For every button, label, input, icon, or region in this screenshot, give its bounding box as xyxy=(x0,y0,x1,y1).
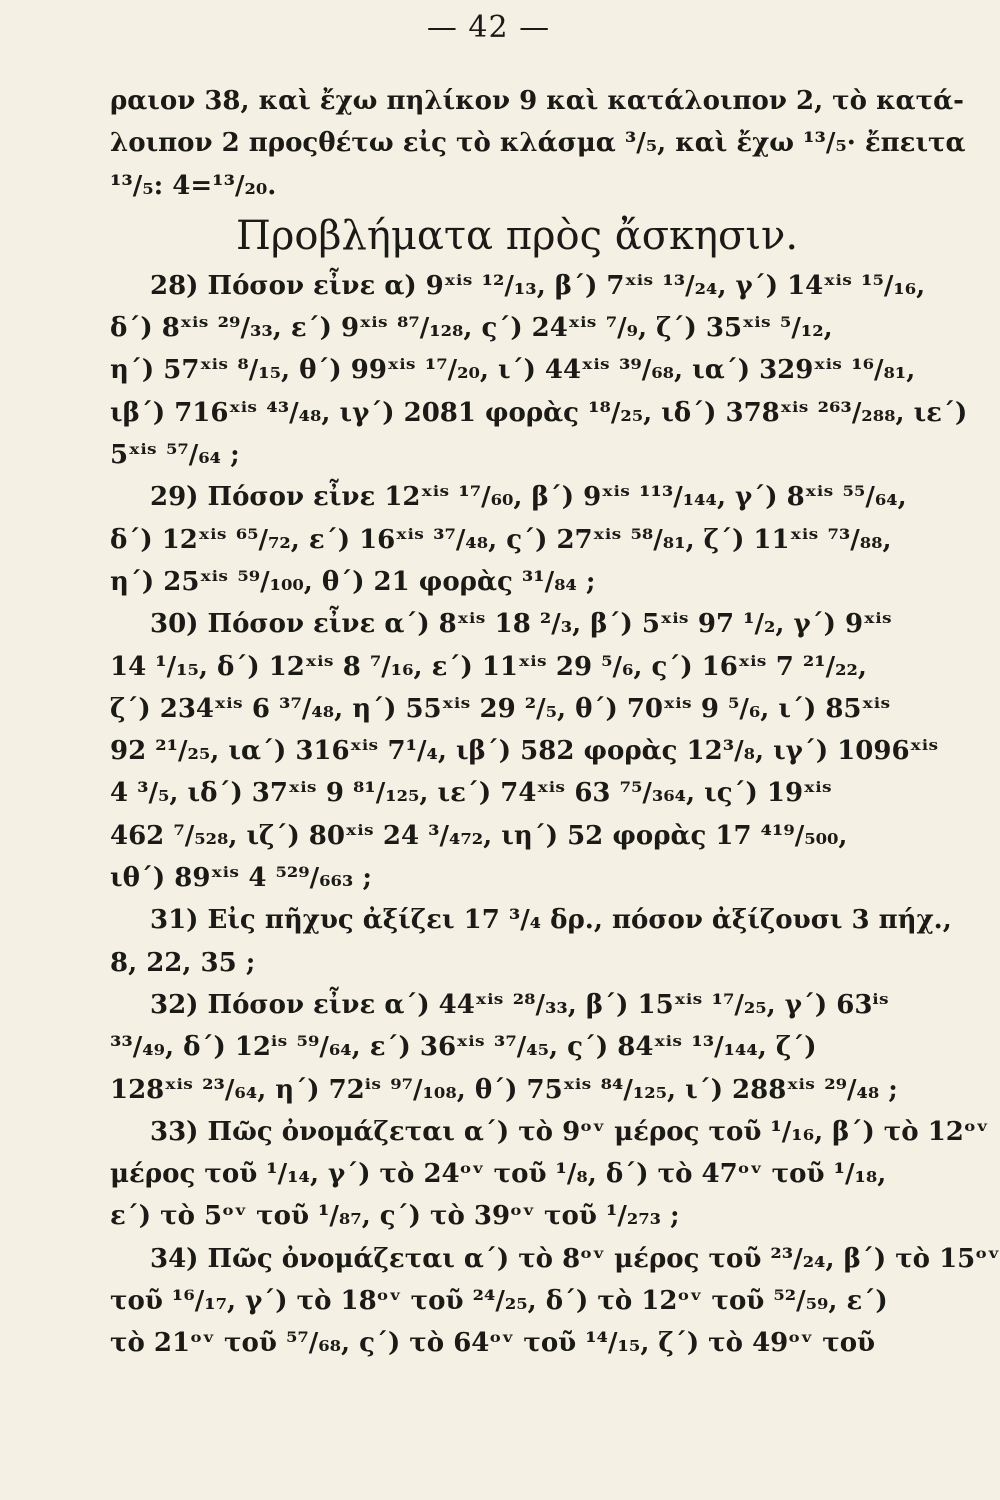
text-line: 128ˣⁱˢ ²³/₆₄, η΄) 72ⁱˢ ⁹⁷/₁₀₈, θ΄) 75ˣⁱˢ ⁸⁴/₁₂₅, ι΄) 288ˣⁱˢ ²⁹/₄₈ ; xyxy=(110,1074,898,1105)
text-line: ε΄) τὸ 5ᵒᵛ τοῦ ¹/₈₇, ς΄) τὸ 39ᵒᵛ τοῦ ¹/₂₇₃ ; xyxy=(110,1201,680,1232)
text-line: 462 ⁷/₅₂₈, ιζ΄) 80ˣⁱˢ 24 ³/₄₇₂, ιη΄) 52 φορὰς 17 ⁴¹⁹/₅₀₀, xyxy=(110,820,848,851)
text-line: ³³/₄₉, δ΄) 12ⁱˢ ⁵⁹/₆₄, ε΄) 36ˣⁱˢ ³⁷/₄₅, ς΄) 84ˣⁱˢ ¹³/₁₄₄, ζ΄) xyxy=(110,1032,817,1063)
text-line: ραιον 38, καὶ ἔχω πηλίκον 9 καὶ κατάλοιπον 2, τὸ κατά- xyxy=(110,86,964,116)
text-line: 8, 22, 35 ; xyxy=(110,947,256,978)
page-body xyxy=(110,80,1000,1365)
page-number: — 42 — xyxy=(426,10,551,45)
text-line: 92 ²¹/₂₅, ια΄) 316ˣⁱˢ 7¹/₄, ιβ΄) 582 φορὰς 12³/₈, ιγ΄) 1096ˣⁱˢ xyxy=(110,736,939,767)
text-line: τὸ 21ᵒᵛ τοῦ ⁵⁷/₆₈, ς΄) τὸ 64ᵒᵛ τοῦ ¹⁴/₁₅, ζ΄) τὸ 49ᵒᵛ τοῦ xyxy=(110,1328,876,1359)
problem-31: 31) Εἰς πῆχυς ἀξίζει 17 ³/₄ δρ., πόσον ἀξίζουσι 3 πήχ., xyxy=(150,905,952,936)
text-line: 5ˣⁱˢ ⁵⁷/₆₄ ; xyxy=(110,440,240,471)
text-line: τοῦ ¹⁶/₁₇, γ΄) τὸ 18ᵒᵛ τοῦ ²⁴/₂₅, δ΄) τὸ 12ᵒᵛ τοῦ ⁵²/₅₉, ε΄) xyxy=(110,1286,888,1317)
text-line: μέρος τοῦ ¹/₁₄, γ΄) τὸ 24ᵒᵛ τοῦ ¹/₈, δ΄) τὸ 47ᵒᵛ τοῦ ¹/₁₈, xyxy=(110,1159,887,1190)
problem-32: 32) Πόσον εἶνε α΄) 44ˣⁱˢ ²⁸/₃₃, β΄) 15ˣⁱˢ ¹⁷/₂₅, γ΄) 63ⁱˢ xyxy=(150,989,889,1020)
text-line: ιβ΄) 716ˣⁱˢ ⁴³/₄₈, ιγ΄) 2081 φορὰς ¹⁸/₂₅, ιδ΄) 378ˣⁱˢ ²⁶³/₂₈₈, ιε΄) xyxy=(110,397,968,428)
problem-29: 29) Πόσον εἶνε 12ˣⁱˢ ¹⁷/₆₀, β΄) 9ˣⁱˢ ¹¹³/₁₄₄, γ΄) 8ˣⁱˢ ⁵⁵/₆₄, xyxy=(150,482,907,513)
text-line: λοιπον 2 προςθέτω εἰς τὸ κλάσμα ³/₅, καὶ ἔχω ¹³/₅· ἔπειτα xyxy=(110,128,966,159)
text-line: η΄) 25ˣⁱˢ ⁵⁹/₁₀₀, θ΄) 21 φορὰς ³¹/₈₄ ; xyxy=(110,566,596,597)
text-line: ιθ΄) 89ˣⁱˢ 4 ⁵²⁹/₆₆₃ ; xyxy=(110,863,372,894)
text-line: δ΄) 12ˣⁱˢ ⁶⁵/₇₂, ε΄) 16ˣⁱˢ ³⁷/₄₈, ς΄) 27ˣⁱˢ ⁵⁸/₈₁, ζ΄) 11ˣⁱˢ ⁷³/₈₈, xyxy=(110,524,892,555)
text-line: ζ΄) 234ˣⁱˢ 6 ³⁷/₄₈, η΄) 55ˣⁱˢ 29 ²/₅, θ΄) 70ˣⁱˢ 9 ⁵/₆, ι΄) 85ˣⁱˢ xyxy=(110,693,891,724)
text-line: ¹³/₅: 4=¹³/₂₀. xyxy=(110,170,277,201)
text-line: 4 ³/₅, ιδ΄) 37ˣⁱˢ 9 ⁸¹/₁₂₅, ιε΄) 74ˣⁱˢ 63 ⁷⁵/₃₆₄, ις΄) 19ˣⁱˢ xyxy=(110,778,832,809)
section-title: Προβλήματα πρὸς ἄσκησιν. xyxy=(235,212,799,259)
text-line: δ΄) 8ˣⁱˢ ²⁹/₃₃, ε΄) 9ˣⁱˢ ⁸⁷/₁₂₈, ς΄) 24ˣⁱˢ ⁷/₉, ζ΄) 35ˣⁱˢ ⁵/₁₂, xyxy=(110,313,833,344)
problem-28: 28) Πόσον εἶνε α) 9ˣⁱˢ ¹²/₁₃, β΄) 7ˣⁱˢ ¹³/₂₄, γ΄) 14ˣⁱˢ ¹⁵/₁₆, xyxy=(150,270,926,301)
text-line: 14 ¹/₁₅, δ΄) 12ˣⁱˢ 8 ⁷/₁₆, ε΄) 11ˣⁱˢ 29 ⁵/₆, ς΄) 16ˣⁱˢ 7 ²¹/₂₂, xyxy=(110,651,867,682)
problem-30: 30) Πόσον εἶνε α΄) 8ˣⁱˢ 18 ²/₃, β΄) 5ˣⁱˢ 97 ¹/₂, γ΄) 9ˣⁱˢ xyxy=(150,609,892,640)
text-line: η΄) 57ˣⁱˢ ⁸/₁₅, θ΄) 99ˣⁱˢ ¹⁷/₂₀, ι΄) 44ˣⁱˢ ³⁹/₆₈, ια΄) 329ˣⁱˢ ¹⁶/₈₁, xyxy=(110,355,916,386)
problem-33: 33) Πῶς ὀνομάζεται α΄) τὸ 9ᵒᵛ μέρος τοῦ ¹/₁₆, β΄) τὸ 12ᵒᵛ xyxy=(150,1116,989,1147)
problem-34: 34) Πῶς ὀνομάζεται α΄) τὸ 8ᵒᵛ μέρος τοῦ ²³/₂₄, β΄) τὸ 15ᵒᵛ xyxy=(150,1243,1000,1274)
